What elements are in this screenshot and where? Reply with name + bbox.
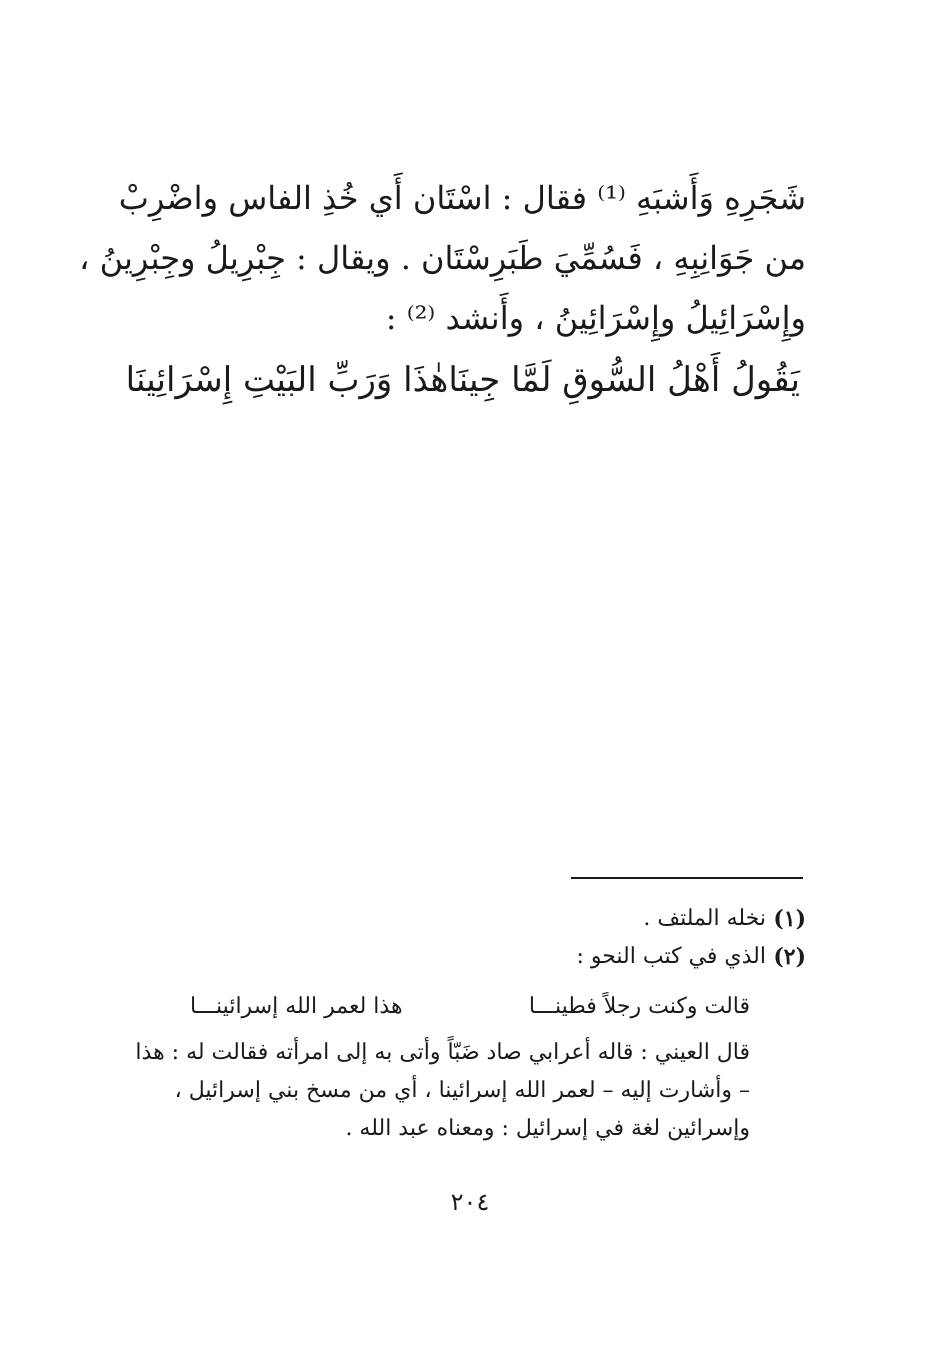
footnote-2 [130,938,806,976]
footnote-separator [571,877,803,879]
footnote-verse-second: هذا لعمر الله إسرائينـــا [190,994,403,1019]
poem-verse [125,350,800,410]
footnote-verse-first: قالت وكنت رجلاً فطينـــا [528,994,750,1019]
footnote-number: (٢) [773,944,806,970]
page-number: ٢٠٤ [450,1188,490,1216]
footnote-number: (١) [773,906,806,932]
main-text-line: شَجَرِهِ وَأَشبَهِ ⁽¹⁾ فقال : اسْتَان أَي خُذِ الفاس واضْرِبْ [118,179,806,217]
footnote-paragraph-line: قال العيني : قاله أعرابي صاد ضَبّاً وأتى به إلى امرأته فقالت له : هذا [135,1040,750,1065]
footnotes-block [130,900,806,1148]
footnote-verse [190,988,750,1026]
footnote-paragraph [130,1034,750,1148]
footnote-1 [130,900,806,938]
main-text-line: وإِسْرَائِيلُ وإِسْرَائِينُ ، وأَنشد ⁽²⁾ : [385,299,806,337]
verse-second-hemistich: هٰذَا وَرَبِّ البَيْتِ إِسْرَائِينَا [125,360,449,400]
main-text-line: من جَوَانِبِهِ ، فَسُمِّيَ طَبَرِسْتَان . ويقال : جِبْرِيلُ وجِبْرِينُ ، [79,239,806,277]
verse-first-hemistich: يَقُولُ أَهْلُ السُّوقِ لَمَّا جِينَا [448,360,800,400]
footnote-text: الذي في كتب النحو : [576,944,766,969]
footnote-text: نخله الملتف . [643,906,766,931]
main-text-block [79,168,806,348]
footnote-paragraph-line: وإسرائين لغة في إسرائيل : ومعناه عبد الله . [345,1116,750,1141]
footnote-paragraph-line: – وأشارت إليه – لعمر الله إسرائينا ، أي من مسخ بني إسرائيل ، [174,1078,750,1103]
